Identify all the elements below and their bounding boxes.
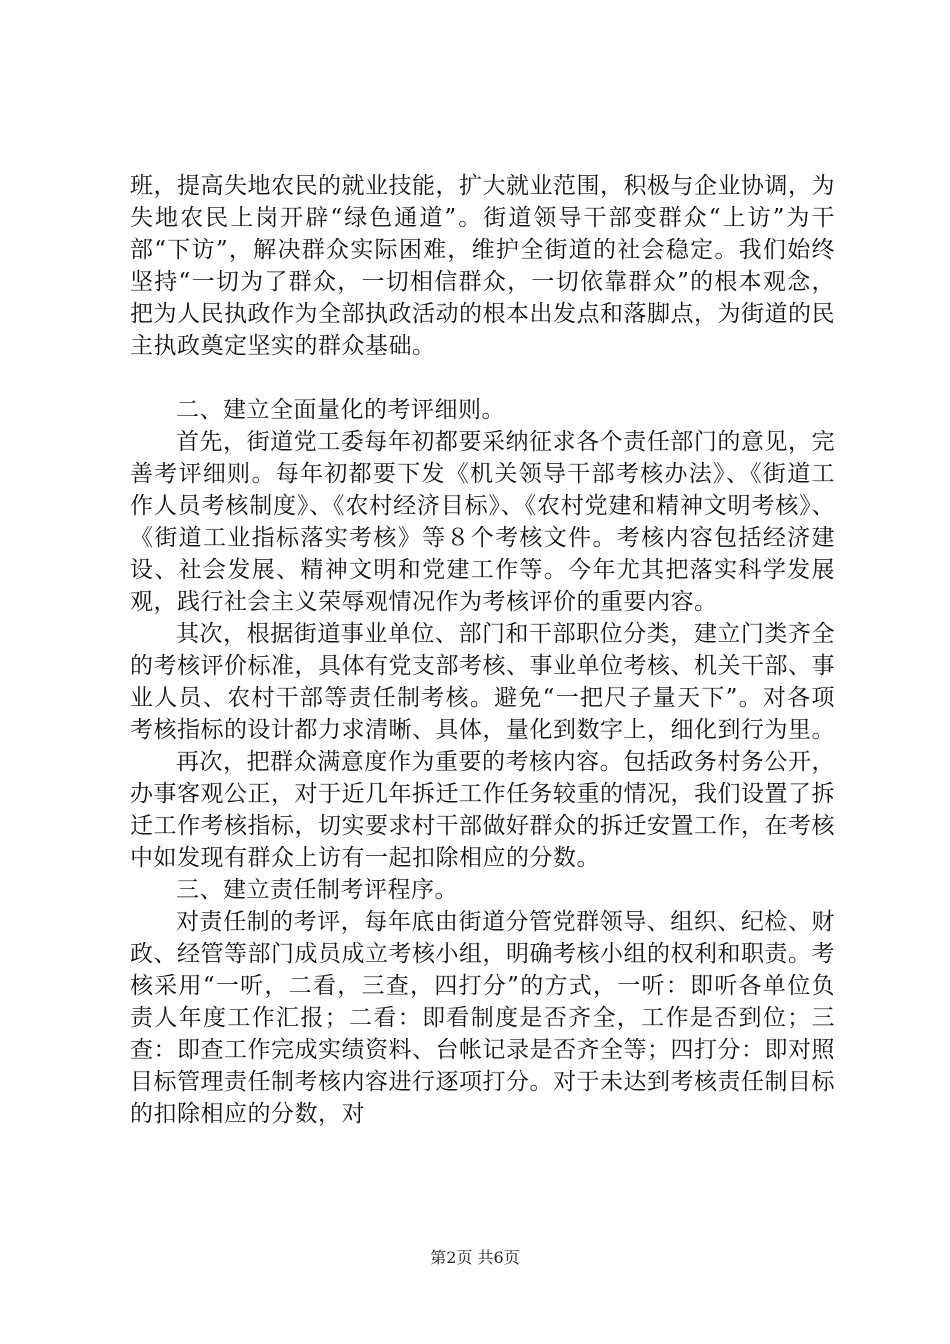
section-heading-two: 二、建立全面量化的考评细则。	[176, 397, 505, 423]
paragraph-continuation: 班，提高失地农民的就业技能，扩大就业范围，积极与企业协调，为失地农民上岗开辟“绿色通道”。街道领导干部变群众“上访”为干部“下访”，解决群众实际困难，维护全街道的社会稳定。我们始终坚持“一切为了群众，一切相信群众，一切依靠群众”的根本观念，把为人民执政作为全部执政活动的根本出发点和落脚点，为街道的民主执政奠定坚实的群众基础。	[130, 173, 835, 359]
paragraph-third: 再次，把群众满意度作为重要的考核内容。包括政务村务公开，办事客观公正，对于近几年拆迁工作任务较重的情况，我们设置了拆迁工作考核指标，切实要求村干部做好群众的拆迁安置工作，在考核中如发现有群众上访有一起扣除相应的分数。	[130, 749, 835, 871]
page-number-footer: 第2页 共6页	[430, 1248, 520, 1267]
paragraph-first: 首先，街道党工委每年初都要采纳征求各个责任部门的意见，完善考评细则。每年初都要下发《机关领导干部考核办法》、《街道工作人员考核制度》、《农村经济目标》、《农村党建和精神文明考核》、《街道工业指标落实考核》等８个考核文件。考核内容包括经济建设、社会发展、精神文明和党建工作等。今年尤其把落实科学发展观，践行社会主义荣辱观情况作为考核评价的重要内容。	[130, 429, 835, 615]
paragraph-second: 其次，根据街道事业单位、部门和干部职位分类，建立门类齐全的考核评价标准，具体有党支部考核、事业单位考核、机关干部、事业人员、农村干部等责任制考核。避免“一把尺子量天下”。对各项考核指标的设计都力求清晰、具体，量化到数字上，细化到行为里。	[130, 621, 835, 743]
paragraph-evaluation-procedure: 对责任制的考评，每年底由街道分管党群领导、组织、纪检、财政、经管等部门成员成立考核小组，明确考核小组的权利和职责。考核采用“一听，二看，三查，四打分”的方式，一听：即听各单位负责人年度工作汇报；二看：即看制度是否齐全，工作是否到位；三查：即查工作完成实绩资料、台帐记录是否齐全等；四打分：即对照目标管理责任制考核内容进行逐项打分。对于未达到考核责任制目标的扣除相应的分数，对	[130, 909, 835, 1127]
document-body	[130, 170, 835, 1130]
section-heading-three: 三、建立责任制考评程序。	[176, 877, 458, 903]
